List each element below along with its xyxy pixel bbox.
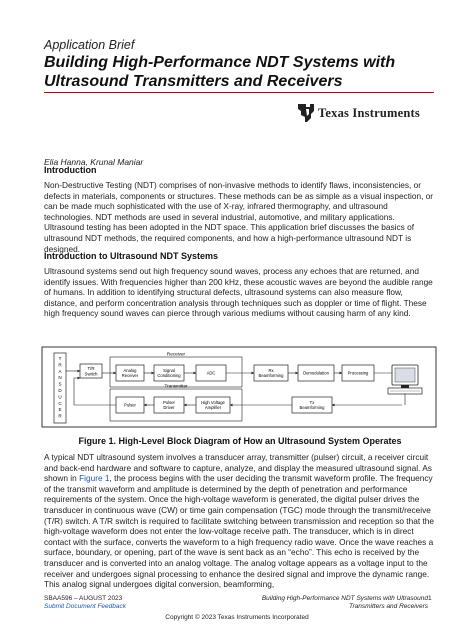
figure-caption: Figure 1. High-Level Block Diagram of How an Ultrasound System Operates [78,436,402,446]
transmitter-block-hv-amplifier [196,397,230,413]
figure-1-link[interactable]: Figure 1 [79,473,110,484]
transducer-letter: R [58,362,62,368]
svg-text:Beamforming: Beamforming [258,373,284,378]
document-title: Building High-Performance NDT Systems with Ultrasound Transmitters and Receivers [44,54,396,90]
svg-text:Amplifier: Amplifier [204,405,222,410]
svg-text:Processing: Processing [347,370,369,376]
title-divider [44,92,434,93]
tr-switch-label-2: Switch [84,371,98,377]
svg-text:Rx: Rx [268,368,274,373]
ti-logo-icon [296,102,316,124]
receiver-block-processing [342,365,374,381]
svg-text:Driver: Driver [163,405,175,410]
transducer-letter: N [58,375,62,381]
svg-text:Conditioning: Conditioning [157,373,181,378]
section-heading-introduction: Introduction [44,165,97,175]
transmitter-block-pulser [116,397,144,413]
transducer-letter: U [58,394,62,400]
svg-text:Signal: Signal [163,368,175,373]
receiver-block-signal-conditioning [154,365,184,381]
receiver-block-demodulation [298,365,334,381]
document-kicker: Application Brief [44,38,135,52]
receiver-block-rx-beamforming [254,365,288,381]
transmitter-group-label: Transmitter [164,383,188,389]
ti-logo [296,102,444,126]
transducer-letter: D [58,388,62,393]
transducer-letter: C [58,400,62,406]
transducer-letter: T [58,356,62,361]
footer-doc-id: SBAA596 – AUGUST 2023 [44,595,123,602]
section-heading-ultrasound-ndt: Introduction to Ultrasound NDT Systems [44,251,219,261]
transducer-letter: S [58,381,62,387]
transmitter-block-tx-beamforming [292,397,332,413]
footer-title: Building High-Performance NDT Systems with Ultrasound Transmitters and Receivers [261,595,428,610]
submit-feedback-link[interactable]: Submit Document Feedback [44,603,127,610]
svg-text:Analog: Analog [123,368,137,373]
copyright: Copyright © 2023 Texas Instruments Incorporated [165,614,309,621]
svg-text:Pulser: Pulser [124,402,136,408]
transducer-letter: R [58,413,62,419]
system-description-paragraph [44,452,436,590]
receiver-block-adc [196,365,226,381]
ultrasound-paragraph: Ultrasound systems send out high frequency sound waves, process any echoes that are returned, and identify issues. With frequencies higher than 200 kHz, these acoustic waves are beyond the audible range of humans. In addition to identifying structural defects, ultrasound systems can also measure flow, distance, and perform concentration analysis through techniques such as doppler or time of flight. These high frequency sound waves can pierce through various mediums without causing harm of any kind. [44,266,433,319]
introduction-paragraph: Non-Destructive Testing (NDT) comprises of non-invasive methods to identify flaws, inconsistencies, or defects in materials, components or structures. These methods can be as simple as a visual inspection, or can be made much sophisticated with the use of X-ray, infrared thermography, and ultrasound technologies. NDT methods are used in several industrial, automotive, and military applications. Ultrasound testing has been adopted in the NDT space. This application brief discusses the basics of ultrasound NDT methods, the required components, and how a high-performance ultrasound NDT is designed. [44,180,434,254]
tr-switch-label-1: T/R [87,366,95,371]
block-diagram [40,345,438,429]
svg-text:ADC: ADC [206,370,216,376]
svg-text:High Voltage: High Voltage [201,400,225,405]
authors: Elia Hanna, Krunal Maniar [44,157,144,167]
page-number: 1 [428,595,432,602]
transducer-letter: A [58,368,62,374]
transducer-letter: E [58,407,62,413]
svg-text:Beamforming: Beamforming [299,405,325,410]
paragraph-text-part1: A typical NDT ultrasound system involves a transducer array, transmitter (pulser) circuit, a receiver circuit and back-end hardware and software to capture, analyze, and display the measured ultrasound signal. As shown in [44,452,432,484]
receiver-group-label: Receiver [166,351,186,357]
svg-text:Demodulation: Demodulation [303,370,329,376]
desktop-computer-icon [388,365,422,394]
ti-logo-wordmark: Texas Instruments [318,106,420,120]
svg-text:Tx: Tx [309,400,315,405]
paragraph-text-part2: , the process begins with the user deciding the transmit waveform profile. The frequency of the transmit waveform and amplitude is determined by the depth of penetration and performance requirements of the system. Once the high-voltage waveform is generated, the digital pulser drives the transducer in continuous wave (CW) or time gain compensation (TGC) mode through the transmit/receive (T/R) switch. A T/R switch is required to facilitate switching between transmission and reception so that the high-voltage waveform does not enter the low-voltage receive path. The transducer, which is in direct contact with the surface, converts the waveform to a high frequency radio wave. Once the wave reaches a surface, boundary, or opening, part of the wave is sent back as an “echo”. This echo is received by the transducer and is converted into an analog voltage. The analog voltage appears as a voltage input to the receiver and undergoes signal processing to enhance the desired signal and improve the dynamic range. This analog signal undergoes digital conversion, beamforming, [44,473,434,590]
svg-text:Pulser: Pulser [163,400,175,405]
receiver-block-analog-receiver [116,365,144,381]
svg-text:Receiver: Receiver [121,373,139,378]
transmitter-block-pulser-driver [154,397,184,413]
